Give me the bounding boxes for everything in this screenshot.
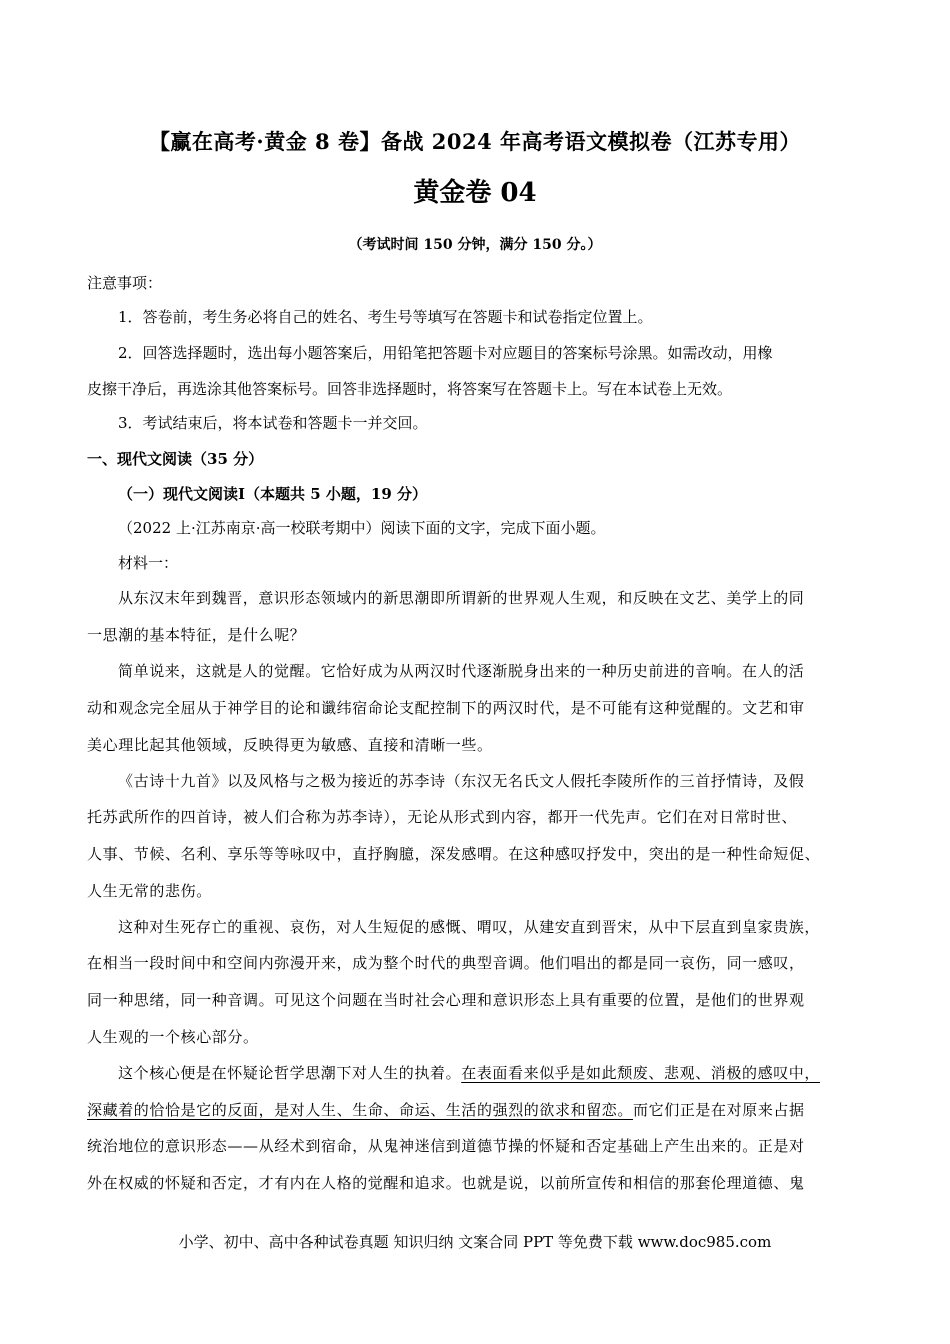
notes-item-3: 3．考试结束后，将本试卷和答题卡一并交回。 (118, 414, 428, 432)
passage-line (118, 1062, 820, 1083)
passage-text: 而它们正是在对原来占据 (633, 1101, 805, 1119)
passage-line: 统治地位的意识形态——从经术到宿命，从鬼神迷信到道德节操的怀疑和否定基础上产生出来的。正是对 (87, 1137, 805, 1155)
passage-line: 人事、节候、名利、享乐等等咏叹中，直抒胸臆，深发感喟。在这种感叹抒发中，突出的是一种性命短促、 (87, 845, 821, 863)
passage-line: 美心理比起其他领域，反映得更为敏感、直接和清晰一些。 (87, 736, 493, 754)
passage-line: 人生观的一个核心部分。 (87, 1028, 259, 1046)
exam-title: 【赢在高考·黄金 8 卷】备战 2024 年高考语文模拟卷（江苏专用） (148, 129, 802, 154)
passage-line: 《古诗十九首》以及风格与之极为接近的苏李诗（东汉无名氏文人假托李陵所作的三首抒情诗，及假 (118, 772, 805, 790)
notes-item-2-line-2: 皮擦干净后，再选涂其他答案标号。回答非选择题时，将答案写在答题卡上。写在本试卷上无效。 (87, 380, 733, 398)
section-heading: 一、现代文阅读（35 分） (87, 450, 264, 468)
passage-line: 同一种思绪，同一种音调。可见这个问题在当时社会心理和意识形态上具有重要的位置，是他们的世界观 (87, 991, 805, 1009)
underlined-passage-text: 深藏着的恰恰是它的反面，是对人生、生命、命运、生活的强烈的欲求和留恋。 (87, 1101, 634, 1119)
page-footer: 小学、初中、高中各种试卷真题 知识归纳 文案合同 PPT 等免费下载 www.doc985.com (178, 1233, 772, 1251)
passage-line: 人生无常的悲伤。 (87, 882, 212, 900)
passage-line (87, 1099, 805, 1120)
passage-text: 这个核心便是在怀疑论哲学思潮下对人生的执着。 (118, 1064, 462, 1082)
passage-line: 托苏武所作的四首诗，被人们合称为苏李诗），无论从形式到内容，都开一代先声。它们在对日常时世、 (87, 808, 798, 826)
notes-item-1: 1．答卷前，考生务必将自己的姓名、考生号等填写在答题卡和试卷指定位置上。 (118, 308, 653, 326)
passage-line: 在相当一段时间中和空间内弥漫开来，成为整个时代的典型音调。他们唱出的都是同一哀伤，同一感叹， (87, 954, 805, 972)
passage-line: 简单说来，这就是人的觉醒。它恰好成为从两汉时代逐渐脱身出来的一种历史前进的音响。在人的活 (118, 662, 805, 680)
notes-heading: 注意事项： (87, 274, 163, 292)
passage-line: 外在权威的怀疑和否定，才有内在人格的觉醒和追求。也就是说，以前所宣传和相信的那套伦理道德、鬼 (87, 1174, 805, 1192)
underlined-passage-text: 在表面看来似乎是如此颓废、悲观、消极的感叹中， (461, 1064, 821, 1082)
passage-line: 一思潮的基本特征，是什么呢？ (87, 626, 306, 644)
material-label: 材料一： (118, 554, 179, 572)
passage-line: 动和观念完全屈从于神学目的论和谶纬宿命论支配控制下的两汉时代，是不可能有这种觉醒的。文艺和审 (87, 699, 805, 717)
passage-source: （2022 上·江苏南京·高一校联考期中）阅读下面的文字，完成下面小题。 (118, 519, 606, 537)
passage-line: 从东汉末年到魏晋，意识形态领域内的新思潮即所谓新的世界观人生观，和反映在文艺、美学上的同 (118, 589, 805, 607)
passage-line: 这种对生死存亡的重视、哀伤，对人生短促的感慨、喟叹，从建安直到晋宋，从中下层直到皇家贵族， (118, 918, 821, 936)
section-subheading: （一）现代文阅读Ⅰ（本题共 5 小题，19 分） (118, 485, 427, 503)
notes-item-2-line-1: 2．回答选择题时，选出每小题答案后，用铅笔把答题卡对应题目的答案标号涂黑。如需改动，用橡 (118, 344, 773, 362)
exam-subtitle: 黄金卷 04 (413, 178, 537, 208)
exam-time-info: （考试时间 150 分钟，满分 150 分。） (348, 237, 602, 253)
